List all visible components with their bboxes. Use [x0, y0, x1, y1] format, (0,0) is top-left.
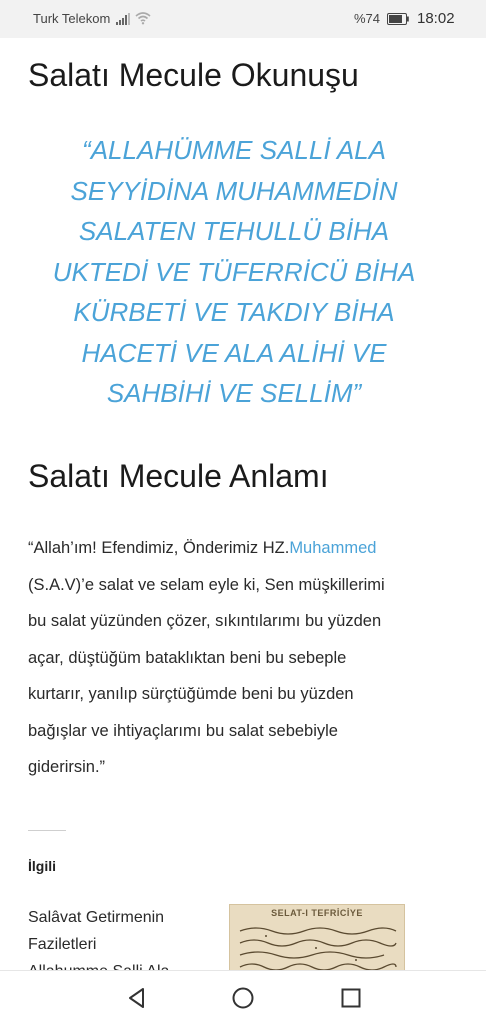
- meaning-line: bağışlar ve ihtiyaçlarımı bu salat sebebiyle: [28, 721, 338, 740]
- meaning-line: (S.A.V)’e salat ve selam eyle ki, Sen müşkillerimi: [28, 575, 385, 594]
- related-title-line: Faziletleri: [28, 936, 97, 953]
- thumbnail-caption: SELAT-I TEFRİCİYE: [271, 908, 363, 918]
- meaning-line: bu salat yüzünden çözer, sıkıntılarımı bu yüzden: [28, 612, 382, 630]
- signal-icon: [116, 13, 130, 25]
- quote-line: “ALLAHÜMME SALLİ ALA: [82, 135, 386, 165]
- meaning-line: giderirsin.”: [28, 758, 106, 776]
- recents-icon[interactable]: [338, 985, 364, 1011]
- quote-line: SAHBİHİ VE SELLİM”: [106, 378, 362, 408]
- quote-line: KÜRBETİ VE TAKDIY BİHA: [73, 297, 395, 327]
- meaning-prefix: “Allah’ım! Efendimiz, Önderimiz HZ.: [28, 539, 290, 557]
- meaning-line: [28, 530, 468, 567]
- section-divider: [28, 830, 66, 831]
- quote-line: HACETİ VE ALA ALİHİ VE: [81, 337, 387, 368]
- carrier-name: Turk Telekom: [33, 11, 111, 26]
- clock: 18:02: [417, 10, 455, 27]
- heading-meaning: Salatı Mecule Anlamı: [28, 458, 329, 494]
- prayer-quote: [24, 130, 444, 414]
- heading-recitation: Salatı Mecule Okunuşu: [28, 57, 359, 93]
- quote-line: SEYYİDİNA MUHAMMEDİN: [70, 175, 398, 206]
- related-heading: İlgili: [28, 858, 56, 874]
- related-title-line: Salâvat Getirmenin: [28, 909, 165, 926]
- muhammed-link[interactable]: Muhammed: [289, 539, 377, 557]
- back-icon[interactable]: [124, 985, 150, 1011]
- quote-line: UKTEDİ VE TÜFERRİCÜ BİHA: [52, 256, 416, 287]
- meaning-paragraph: [28, 530, 468, 786]
- system-navigation-bar: [0, 970, 486, 1024]
- battery-percentage: %74: [354, 11, 381, 26]
- battery-icon: [387, 13, 409, 25]
- status-bar: [0, 0, 486, 38]
- meaning-line: kurtarır, yanılıp sürçtüğümde beni bu yüzden: [28, 685, 354, 703]
- meaning-line: açar, düştüğüm bataklıktan beni bu sebeple: [28, 648, 347, 667]
- quote-line: SALATEN TEHULLÜ BİHA: [78, 216, 390, 246]
- wifi-icon: [135, 11, 151, 25]
- home-icon[interactable]: [230, 985, 256, 1011]
